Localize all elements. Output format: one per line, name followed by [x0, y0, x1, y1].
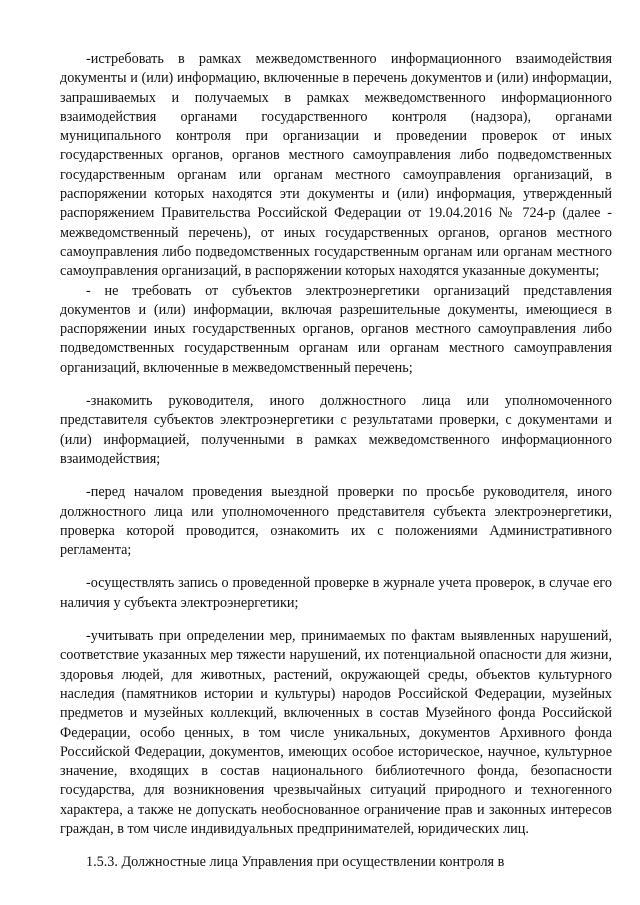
- paragraph-before-field-inspection: -перед началом проведения выездной проверки по просьбе руководителя, иного должностного лица или уполномоченного представителя субъекта электроэнергетики, проверка которой проводится, ознакомить их с положениями Административного регламента;: [60, 484, 612, 559]
- paragraph-not-require-documents: - не требовать от субъектов электроэнергетики организаций представления документов и (или) информации, включая разрешительные документы, имеющиеся в распоряжении иных государственных органов, органов местного самоуправления либо подведомственных государственным органам или органам местного самоуправления организаций, включенные в межведомственный перечень;: [60, 282, 612, 376]
- paragraph-section-1-5-3: 1.5.3. Должностные лица Управления при осуществлении контроля в: [86, 854, 505, 871]
- paragraph-measures-consideration: -учитывать при определении мер, принимаемых по фактам выявленных нарушений, соответствие указанных мер тяжести нарушений, их потенциальной опасности для жизни, здоровья людей, для животных, растений, окружающей среды, объектов культурного наследия (памятников истории и культуры) народов Российской Федерации, музейных предметов и музейных коллекций, включенных в состав Музейного фонда Российской Федерации, особо ценных, в том числе уникальных, документов Архивного фонда Российской Федерации, документов, имеющих особое историческое, научное, культурное значение, входящих в состав национального библиотечного фонда, безопасности государства, для возникновения чрезвычайных ситуаций природного и техногенного характера, а также не допускать необоснованное ограничение прав и законных интересов граждан, в том числе индивидуальных предпринимателей, юридических лиц.: [60, 628, 612, 837]
- paragraph-request-documents: -истребовать в рамках межведомственного информационного взаимодействия документы и (или) информацию, включенные в перечень документов и (или) информации, запрашиваемых и получаемых в рамках межведомственного информационного взаимодействия органами государственного контроля (надзора), органами муниципального контроля при организации и проведении проверок от иных государственных органов, органов местного самоуправления либо подведомственных государственным органам или органам местного самоуправления организаций, в распоряжении которых находятся эти документы и (или) информация, утвержденный распоряжением Правительства Российской Федерации от 19.04.2016 № 724-р (далее - межведомственный перечень), от иных государственных органов, органов местного самоуправления либо подведомственных государственным органам или органам местного самоуправления организаций, в распоряжении которых находятся указанные документы;: [60, 51, 612, 280]
- document-page: [60, 50, 612, 873]
- paragraph-journal-record: -осуществлять запись о проведенной проверке в журнале учета проверок, в случае его наличия у субъекта электроэнергетики;: [60, 575, 612, 611]
- paragraph-familiarize-results: -знакомить руководителя, иного должностного лица или уполномоченного представителя субъектов электроэнергетики с результатами проверки, с документами и (или) информацией, полученными в рамках межведомственного информационного взаимодействия;: [60, 393, 612, 467]
